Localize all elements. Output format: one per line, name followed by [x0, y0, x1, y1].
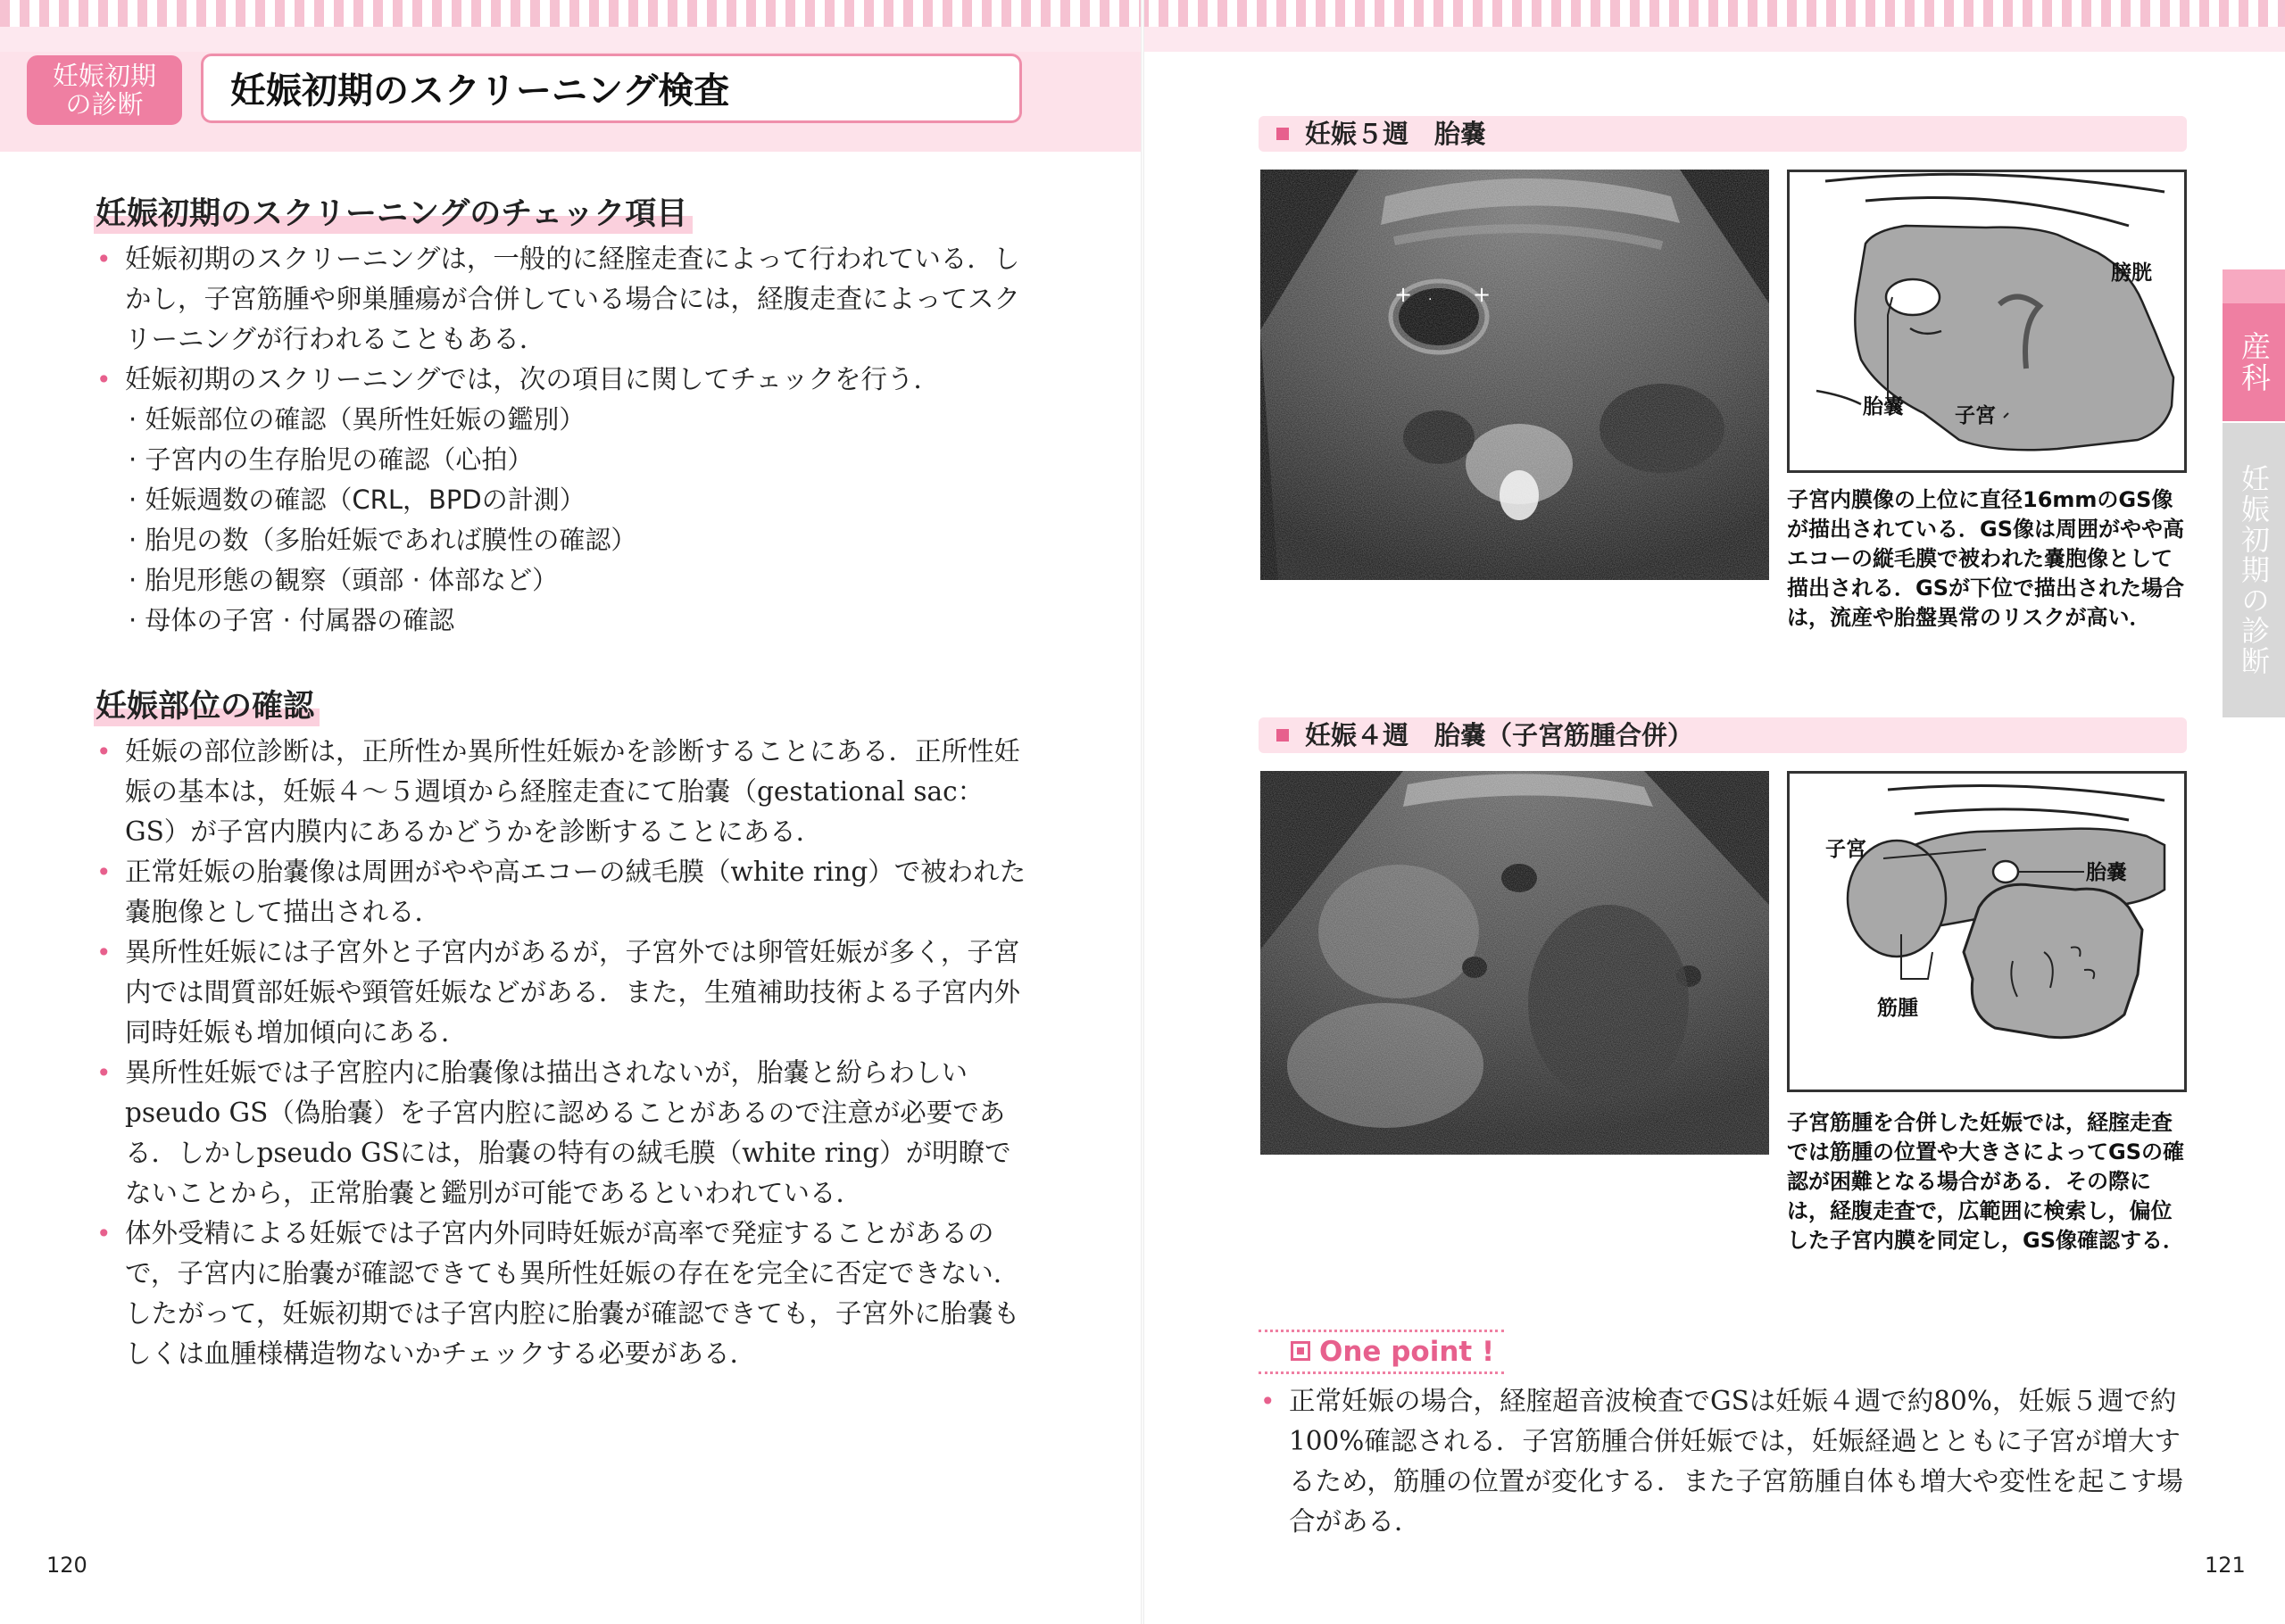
paragraph: • 妊娠初期のスクリーニングは，一般的に経腟走査によって行われている．しかし，子宮筋腫や卵巣腫瘍が合併している場合には，経腹走査によってスクリーニングが行われることもある．	[96, 239, 1029, 360]
diagram-week4-graphic	[1790, 774, 2184, 1090]
list-item: · 胎児形態の観察（頭部 · 体部など）	[129, 565, 559, 595]
section-body-location	[96, 732, 1029, 1374]
label-myoma: 筋腫	[1877, 997, 1918, 1020]
figure1-heading: 妊娠５週 胎嚢	[1259, 116, 2187, 152]
one-point-body	[1260, 1381, 2193, 1542]
paragraph: • 妊娠初期のスクリーニングでは，次の項目に関してチェックを行う．	[96, 360, 1029, 400]
ultrasound-week5-graphic	[1260, 170, 1769, 580]
label-bladder: 膀胱	[2111, 261, 2152, 285]
bullet-icon: •	[1260, 1387, 1275, 1416]
bullet-icon: •	[96, 1058, 112, 1088]
side-tab-early-diagnosis[interactable]	[2223, 423, 2285, 717]
section-heading-checklist: 妊娠初期のスクリーニングのチェック項目	[94, 189, 693, 234]
paragraph: • 正常妊娠の胎嚢像は周囲がやや高エコーの絨毛膜（white ring）で被われた嚢胞像として描出される．	[96, 852, 1029, 932]
diagram-week4	[1787, 771, 2187, 1092]
paragraph: • 体外受精による妊娠では子宮内外同時妊娠が高率で発症することがあるので，子宮内に胎嚢が確認できても異所性妊娠の存在を完全に否定できない．したがって，妊娠初期では子宮内腔に胎嚢が確認できても，子宮外に胎嚢もしくは血腫様構造物ないかチェックする必要がある．	[96, 1214, 1029, 1374]
paragraph: • 妊娠の部位診断は，正所性か異所性妊娠かを診断することにある．正所性妊娠の基本は，妊娠４～５週頃から経腟走査にて胎嚢（gestational sac：GS）が子宮内膜内にあるかどうかを診断することにある．	[96, 732, 1029, 852]
list-item: · 妊娠週数の確認（CRL，BPDの計測）	[129, 485, 586, 515]
section-body-checklist	[96, 239, 1029, 641]
page-number-left: 120	[46, 1553, 87, 1578]
bullet-icon: •	[96, 365, 112, 394]
tab-accent-strip	[2223, 269, 2285, 303]
square-bullet-icon	[1276, 729, 1289, 742]
bullet-icon: •	[96, 858, 112, 887]
side-tab-obstetrics[interactable]	[2223, 269, 2285, 421]
list-item: · 妊娠部位の確認（異所性妊娠の鑑別）	[129, 404, 586, 435]
bullet-icon: •	[96, 1219, 112, 1248]
label-gs: 胎嚢	[2086, 861, 2127, 884]
bullet-icon: •	[96, 938, 112, 967]
list-item: · 子宮内の生存胎児の確認（心拍）	[129, 444, 534, 475]
diagram-week5-graphic	[1790, 172, 2184, 470]
paragraph: • 異所性妊娠には子宮外と子宮内があるが，子宮外では卵管妊娠が多く，子宮内では間質部妊娠や頸管妊娠などがある．また，生殖補助技術よる子宮内外同時妊娠も増加傾向にある．	[96, 932, 1029, 1053]
page-number-right: 121	[2205, 1553, 2246, 1578]
side-tab-obstetrics-label: 産科	[2237, 331, 2272, 394]
book-spine	[1141, 0, 1144, 1624]
label-gs: 胎嚢	[1863, 395, 1904, 418]
label-uterus: 子宮	[1825, 838, 1866, 861]
paragraph: • 異所性妊娠では子宮腔内に胎嚢像は描出されないが，胎嚢と紛らわしいpseudo GS（偽胎嚢）を子宮内腔に認めることがあるので注意が必要である．しかしpseudo GSには，胎嚢の特有の絨毛膜（white ring）が明瞭でないことから，正常胎嚢と鑑別が可能であるといわれている．	[96, 1053, 1029, 1214]
chapter-badge: 妊娠初期 の診断	[27, 55, 182, 125]
list-item: · 母体の子宮 · 付属器の確認	[129, 605, 455, 635]
diagram-week5	[1787, 170, 2187, 473]
paragraph: • 正常妊娠の場合，経腟超音波検査でGSは妊娠４週で約80%，妊娠５週で約100%確認される．子宮筋腫合併妊娠では，妊娠経過とともに子宮が増大するため，筋腫の位置が変化する．また子宮筋腫自体も増大や変性を起こす場合がある．	[1260, 1381, 2193, 1542]
page-title: 妊娠初期のスクリーニング検査	[201, 54, 1022, 123]
ultrasound-image-week4	[1260, 771, 1769, 1155]
ultrasound-image-week5	[1260, 170, 1769, 580]
bullet-icon: •	[96, 737, 112, 766]
figure2-caption: 子宮筋腫を合併した妊娠では，経腟走査では筋腫の位置や大きさによってGSの確認が困難となる場合がある．その際には，経腹走査で，広範囲に検索し，偏位した子宮内膜を同定し，GS像確認する．	[1787, 1110, 2184, 1253]
figure1-caption: 子宮内膜像の上位に直径16mmのGS像が描出されている．GS像は周囲がやや高エコーの縦毛膜で被われた嚢胞像として描出される．GSが下位で描出された場合は，流産や胎盤異常のリスクが高い．	[1787, 487, 2184, 630]
figure2-heading: 妊娠４週 胎嚢（子宮筋腫合併）	[1259, 717, 2187, 753]
one-point-heading: One point !	[1259, 1330, 1504, 1374]
checklist	[129, 400, 1029, 641]
bullet-icon: •	[96, 244, 112, 274]
square-bullet-icon	[1276, 128, 1289, 140]
label-uterus: 子宮	[1955, 404, 1996, 427]
list-item: · 胎児の数（多胎妊娠であれば膜性の確認）	[129, 525, 637, 555]
one-point-icon	[1291, 1341, 1310, 1361]
side-tab-early-diagnosis-label: 妊娠初期の診断	[2237, 464, 2271, 676]
section-heading-location: 妊娠部位の確認	[94, 682, 320, 726]
ultrasound-week4-graphic	[1260, 771, 1769, 1155]
